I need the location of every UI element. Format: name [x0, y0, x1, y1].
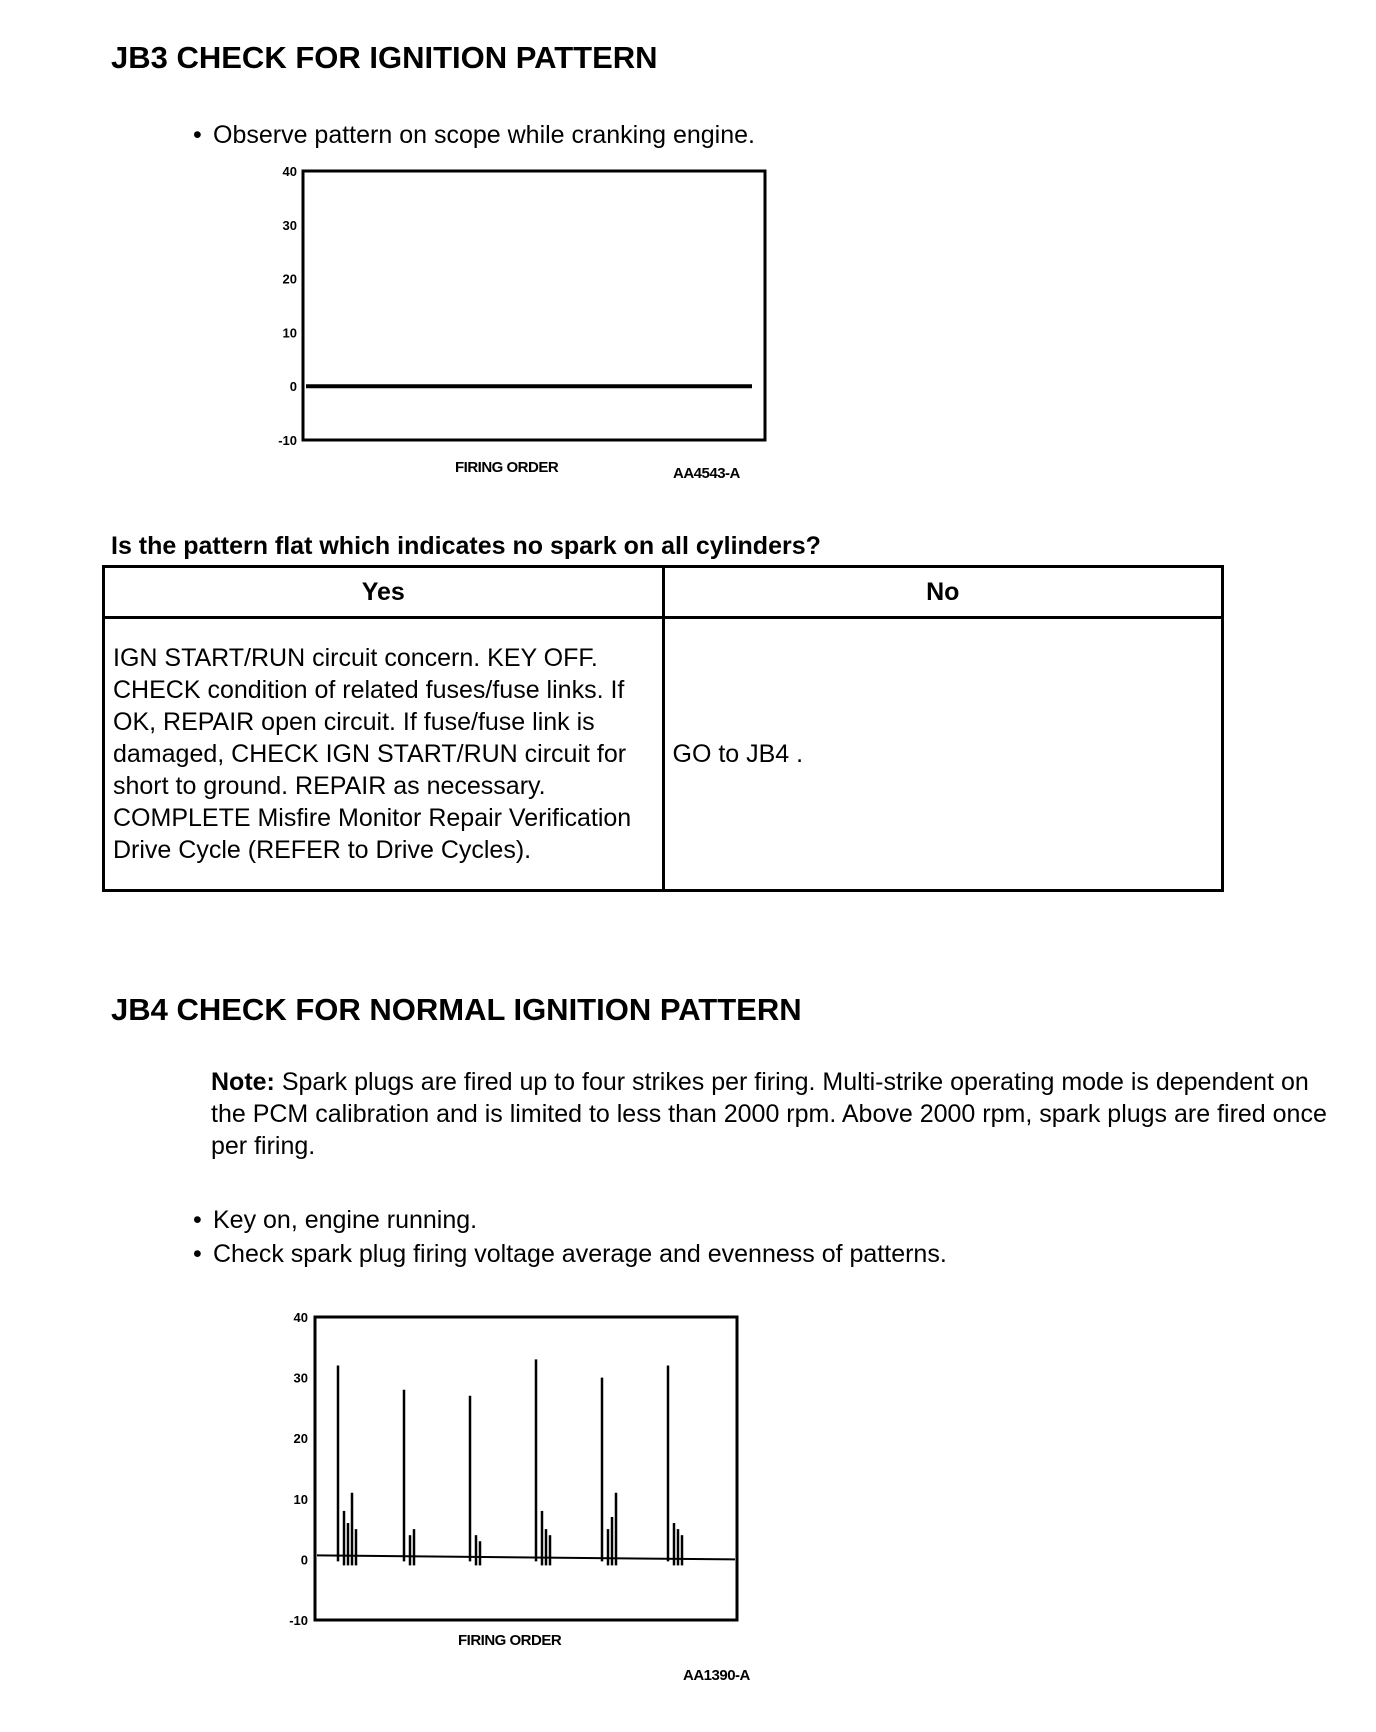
y-tick-label: 20 — [282, 271, 297, 287]
y-tick-label: 40 — [293, 1310, 308, 1325]
yes-cell: IGN START/RUN circuit concern. KEY OFF. CHECK condition of related fuses/fuse links. If OK, REPAIR open circuit. If fuse/fuse link is damaged, CHECK IGN START/RUN circuit for short to ground. REPAIR as necessary. COMPLETE Misfire Monitor Repair Verification Drive Cycle (REFER to Drive Cycles). — [104, 618, 664, 891]
bullet-icon: • — [193, 1240, 202, 1268]
list-item — [193, 1240, 947, 1269]
yes-header: Yes — [104, 567, 664, 618]
scope-chart-flat — [255, 160, 775, 490]
no-header: No — [663, 567, 1223, 618]
jb3-instruction-text: Observe pattern on scope while cranking engine. — [213, 121, 755, 149]
chart2-xlabel: FIRING ORDER — [458, 1632, 562, 1649]
bullet-icon: • — [193, 1206, 202, 1234]
list-item — [193, 1206, 477, 1235]
bullet-icon: • — [193, 121, 202, 149]
table-header-row — [104, 567, 1223, 618]
note-text: Spark plugs are fired up to four strikes per firing. Multi-strike operating mode is dependent on the PCM calibration and is limited to less than 2000 rpm. Above 2000 rpm, spark plugs are fired once per firing. — [211, 1068, 1327, 1160]
y-tick-label: -10 — [289, 1613, 308, 1628]
chart2-figure-id: AA1390-A — [683, 1667, 750, 1684]
y-tick-label: 10 — [293, 1491, 308, 1507]
y-tick-label: 0 — [289, 379, 297, 395]
y-tick-label: 20 — [293, 1431, 308, 1447]
scope-chart-normal — [270, 1305, 750, 1635]
note-block — [211, 1066, 1331, 1162]
y-tick-label: 40 — [282, 164, 297, 179]
chart1-xlabel: FIRING ORDER — [455, 459, 559, 476]
y-tick-label: -10 — [278, 433, 297, 448]
y-tick-label: 30 — [282, 217, 297, 233]
decision-question: Is the pattern flat which indicates no spark on all cylinders? — [111, 532, 821, 560]
chart-frame — [303, 171, 765, 440]
jb4-heading: JB4 CHECK FOR NORMAL IGNITION PATTERN — [111, 992, 802, 1027]
jb3-heading: JB3 CHECK FOR IGNITION PATTERN — [111, 40, 658, 75]
decision-table — [102, 565, 1224, 892]
no-cell: GO to JB4 . — [663, 618, 1223, 891]
chart1-figure-id: AA4543-A — [673, 465, 740, 482]
note-label: Note: — [211, 1068, 275, 1096]
y-tick-label: 30 — [293, 1370, 308, 1386]
y-tick-label: 0 — [300, 1552, 308, 1568]
table-row — [104, 618, 1223, 891]
bullet-text: Check spark plug firing voltage average and evenness of patterns. — [213, 1240, 947, 1268]
baseline-trace — [317, 1555, 735, 1559]
jb3-instruction — [193, 121, 755, 150]
y-tick-label: 10 — [282, 325, 297, 341]
chart-frame — [315, 1317, 737, 1620]
bullet-text: Key on, engine running. — [213, 1206, 478, 1234]
